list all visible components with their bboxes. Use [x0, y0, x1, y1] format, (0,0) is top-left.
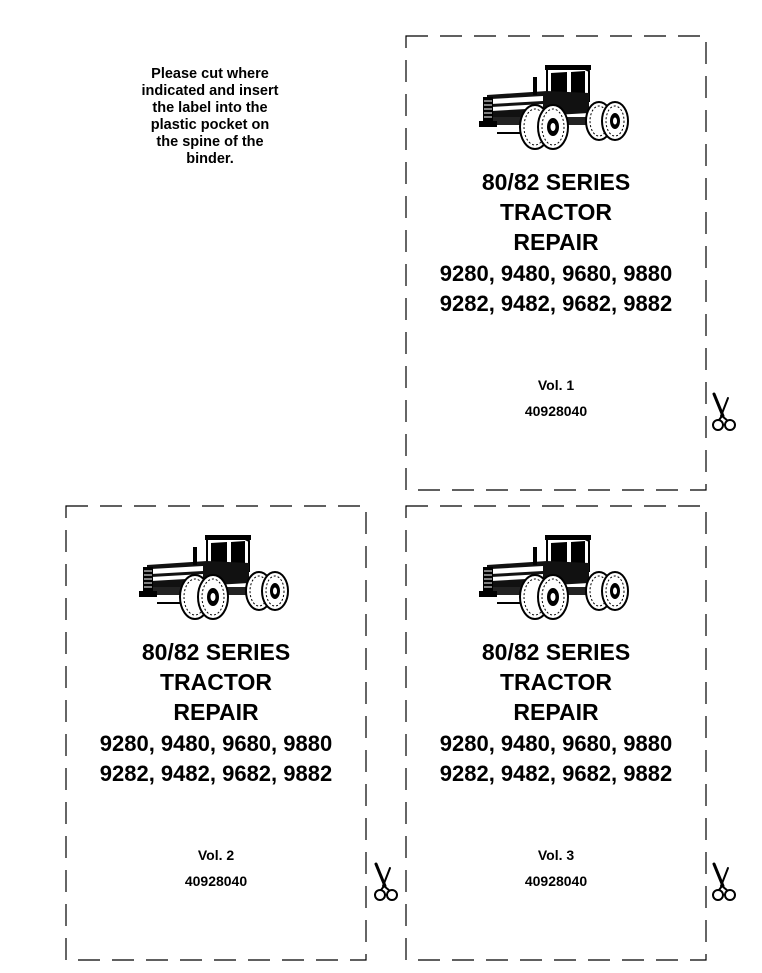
models-line-2: 9282, 9482, 9682, 9882 [99, 761, 333, 786]
volume-text: Vol. 1 [537, 377, 575, 393]
models-line-1: 9280, 9480, 9680, 9880 [439, 261, 673, 286]
kind-text: REPAIR [513, 699, 599, 725]
spine-label-vol-3 [405, 505, 707, 961]
series-text: 80/82 SERIES [481, 639, 631, 665]
tractor-illustration-icon [477, 61, 637, 151]
type-text: TRACTOR [499, 199, 612, 225]
part-number-text: 40928040 [524, 873, 588, 889]
series-text: 80/82 SERIES [481, 169, 631, 195]
kind-text: REPAIR [513, 229, 599, 255]
scissors-icon [372, 862, 400, 906]
series-text: 80/82 SERIES [141, 639, 291, 665]
scissors-icon [710, 392, 738, 436]
models-line-1: 9280, 9480, 9680, 9880 [439, 731, 673, 756]
label-title [405, 167, 707, 257]
part-number-text: 40928040 [184, 873, 248, 889]
models-line-1: 9280, 9480, 9680, 9880 [99, 731, 333, 756]
model-numbers [405, 259, 707, 319]
tractor-illustration-icon [137, 531, 297, 621]
scissors-icon [710, 862, 738, 906]
models-line-2: 9282, 9482, 9682, 9882 [439, 761, 673, 786]
kind-text: REPAIR [173, 699, 259, 725]
type-text: TRACTOR [159, 669, 272, 695]
label-title [65, 637, 367, 727]
volume-text: Vol. 2 [197, 847, 235, 863]
label-title [405, 637, 707, 727]
model-numbers [405, 729, 707, 789]
model-numbers [65, 729, 367, 789]
part-number-text: 40928040 [524, 403, 588, 419]
models-line-2: 9282, 9482, 9682, 9882 [439, 291, 673, 316]
spine-label-vol-1 [405, 35, 707, 491]
type-text: TRACTOR [499, 669, 612, 695]
volume-text: Vol. 3 [537, 847, 575, 863]
spine-label-vol-2 [65, 505, 367, 961]
cutting-instructions: Please cut where indicated and insert the label into the plastic pocket on the spine of the binder. [141, 66, 279, 167]
tractor-illustration-icon [477, 531, 637, 621]
